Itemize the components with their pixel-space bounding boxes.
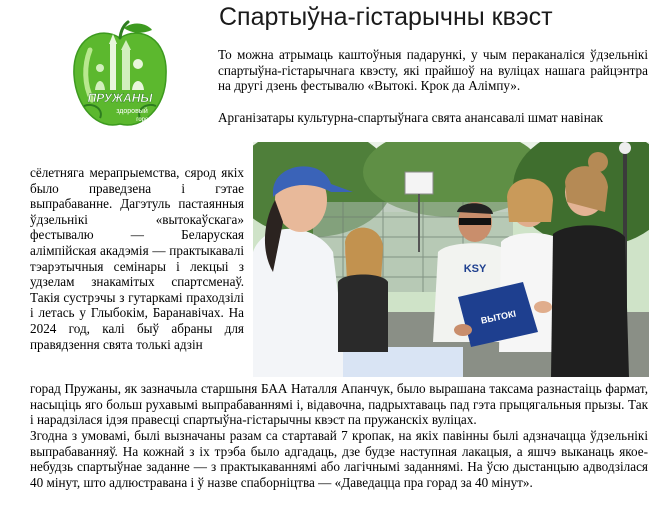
- logo-name: ПРУЖАНЫ: [87, 91, 153, 105]
- paragraph-5: Згодна з умовамі, былі вызначаны разам са стартавай 7 кропак, на якіх павінны былі адзначацца ўдзельнікі выпрабаванняў. На кожнай з іх трэба было адгадаць, дзе будзе наступная лакацыя, а яшчэ выканаць якое-небудзь спартыўнае заданне — з практыкаваннямі або лагічнымі заданнямі. На ўсю дыстанцыю адводзілася 40 мінут, што адлюстравана і ў назве спаборніцтва — «Даведацца пра горад за 40 мінут».: [30, 428, 648, 490]
- paragraph-1: То можна атрымаць каштоўныя падарункі, у чым пераканаліся ўдзельнікі спартыўна-гістарычнага квэсту, які прайшоў на вуліцах нашага райцэнтра на другі дзень фестывалю «Вытокі. Крок да Алімпу».: [218, 47, 648, 94]
- article-photo: [253, 142, 649, 377]
- folder-text: ВЫТОКІ: [479, 308, 517, 326]
- article-title: Спартыўна-гістарычны квэст: [219, 3, 553, 31]
- shirt-text: KSY: [463, 263, 487, 275]
- paragraph-4: горад Пружаны, як зазначыла старшыня БАА Наталля Апанчук, было вырашана таксама разнастаіць фармат, насыціць яго больш рухавымі выпрабаваннямі і, відавочна, падрыхтаваць пад гэта прыцягальныя прызы. Так і нарадзілася ідэя правесці спартыўна-гістарычны квэст па пружанскіх вуліцах.: [30, 381, 648, 428]
- paragraph-2: Арганізатары культурна-спартыўнага свята анансавалі шмат навінак: [218, 110, 604, 125]
- pruzhany-logo: [70, 20, 170, 135]
- paragraph-3: сёлетняга мерапрыемства, сярод якіх было праведзена і гэтае выпрабаванне. Дагэтуль пастаянныя ўдзельнікі «вытокаўскага» фестывалю — Беларуская алімпійская акадэмія — практыкавалі тэарэтычныя семінары і лекцыі з удзелам знакамітых спартсменаў. Такія сустрэчы з гутаркамі праходзілі і летась у Глыбокім, Баранавічах. На 2024 год, калі быў абраны для правядзення свята толькі адзін: [30, 165, 244, 352]
- logo-slogan-2: город: [136, 117, 152, 123]
- logo-slogan-1: здоровый: [116, 108, 148, 115]
